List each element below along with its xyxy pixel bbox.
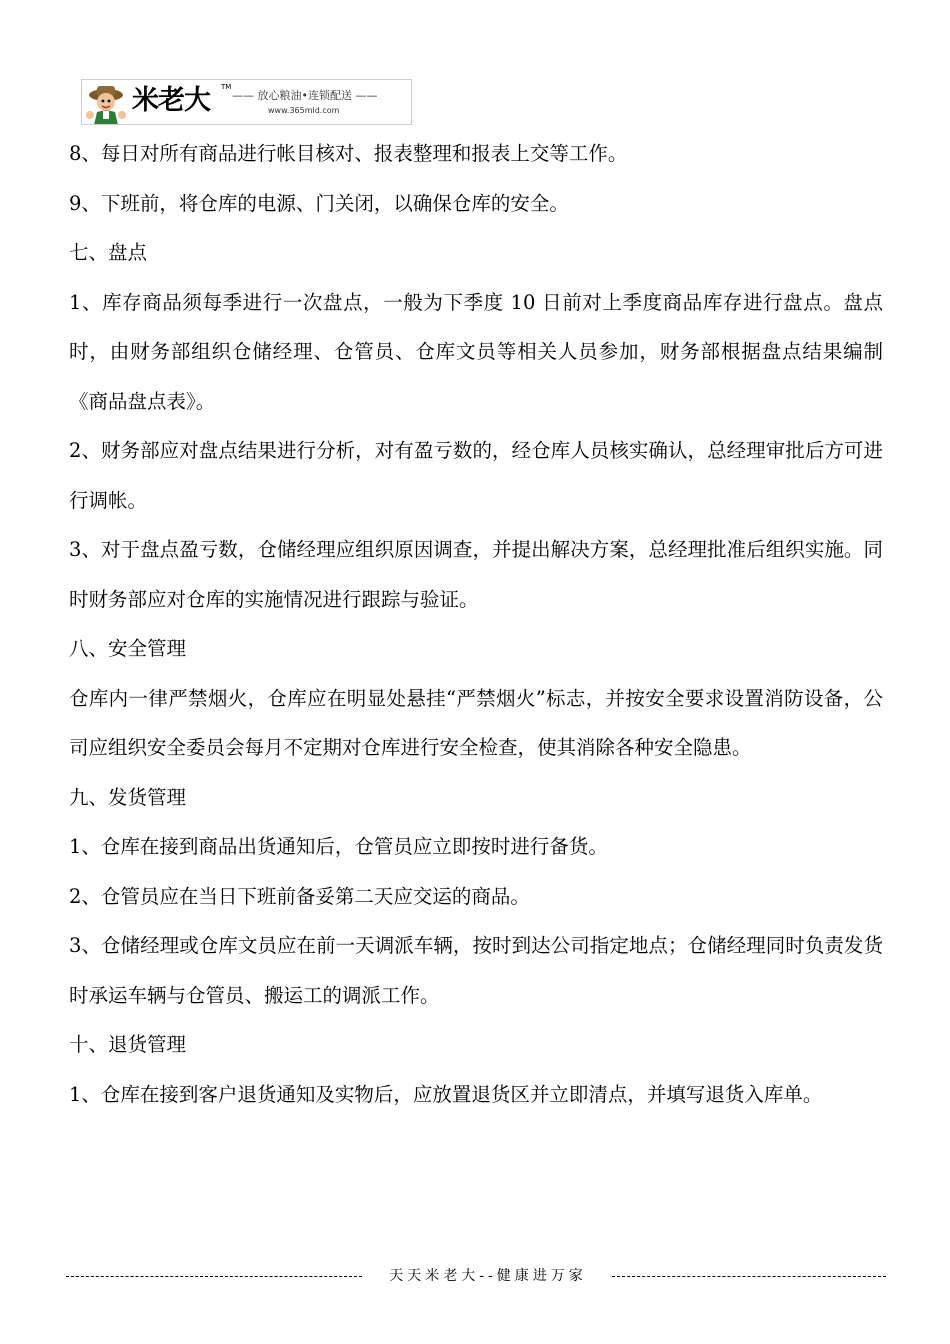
footer-slogan: 天天米老大--健康进万家 bbox=[389, 1268, 587, 1284]
section-heading: 八、安全管理 bbox=[69, 637, 187, 660]
section-heading: 七、盘点 bbox=[69, 241, 148, 264]
company-logo-banner bbox=[81, 79, 412, 125]
document-body bbox=[69, 129, 883, 1119]
paragraph: 1、仓库在接到商品出货通知后，仓管员应立即按时进行备货。 bbox=[69, 835, 608, 858]
brand-url: www.365mld.com bbox=[268, 106, 340, 115]
section-heading: 九、发货管理 bbox=[69, 785, 187, 809]
trademark-mark: TM bbox=[221, 83, 232, 91]
paragraph: 1、仓库在接到客户退货通知及实物后，应放置退货区并立即清点，并填写退货入库单。 bbox=[69, 1082, 823, 1106]
brand-slogan: —— 放心粮油•连锁配送 —— bbox=[232, 89, 378, 102]
paragraph: 3、仓储经理或仓库文员应在前一天调派车辆，按时到达公司指定地点；仓储经理同时负责发货时承运车辆与仓管员、搬运工的调派工作。 bbox=[69, 934, 883, 1007]
paragraph: 3、对于盘点盈亏数，仓储经理应组织原因调查，并提出解决方案，总经理批准后组织实施。同时财务部应对仓库的实施情况进行跟踪与验证。 bbox=[69, 538, 883, 611]
paragraph: 1、库存商品须每季进行一次盘点，一般为下季度 10 日前对上季度商品库存进行盘点。盘点时，由财务部组织仓储经理、仓管员、仓库文员等相关人员参加，财务部根据盘点结果编制《商品盘点表》。 bbox=[69, 290, 883, 413]
paragraph: 2、仓管员应在当日下班前备妥第二天应交运的商品。 bbox=[69, 884, 530, 908]
page-footer bbox=[66, 1264, 886, 1288]
paragraph: 2、财务部应对盘点结果进行分析，对有盈亏数的，经仓库人员核实确认，总经理审批后方可进行调帐。 bbox=[69, 439, 883, 512]
paragraph: 仓库内一律严禁烟火，仓库应在明显处悬挂“严禁烟火”标志，并按安全要求设置消防设备，公司应组织安全委员会每月不定期对仓库进行安全检查，使其消除各种安全隐患。 bbox=[69, 686, 883, 759]
footer-divider-right bbox=[612, 1276, 886, 1277]
paragraph: 9、下班前，将仓库的电源、门关闭，以确保仓库的安全。 bbox=[69, 191, 569, 215]
paragraph: 8、每日对所有商品进行帐目核对、报表整理和报表上交等工作。 bbox=[69, 142, 628, 165]
brand-name: 米老大 bbox=[132, 85, 210, 116]
footer-divider-left bbox=[66, 1276, 362, 1277]
mascot-icon bbox=[84, 81, 128, 125]
section-heading: 十、退货管理 bbox=[69, 1033, 187, 1056]
